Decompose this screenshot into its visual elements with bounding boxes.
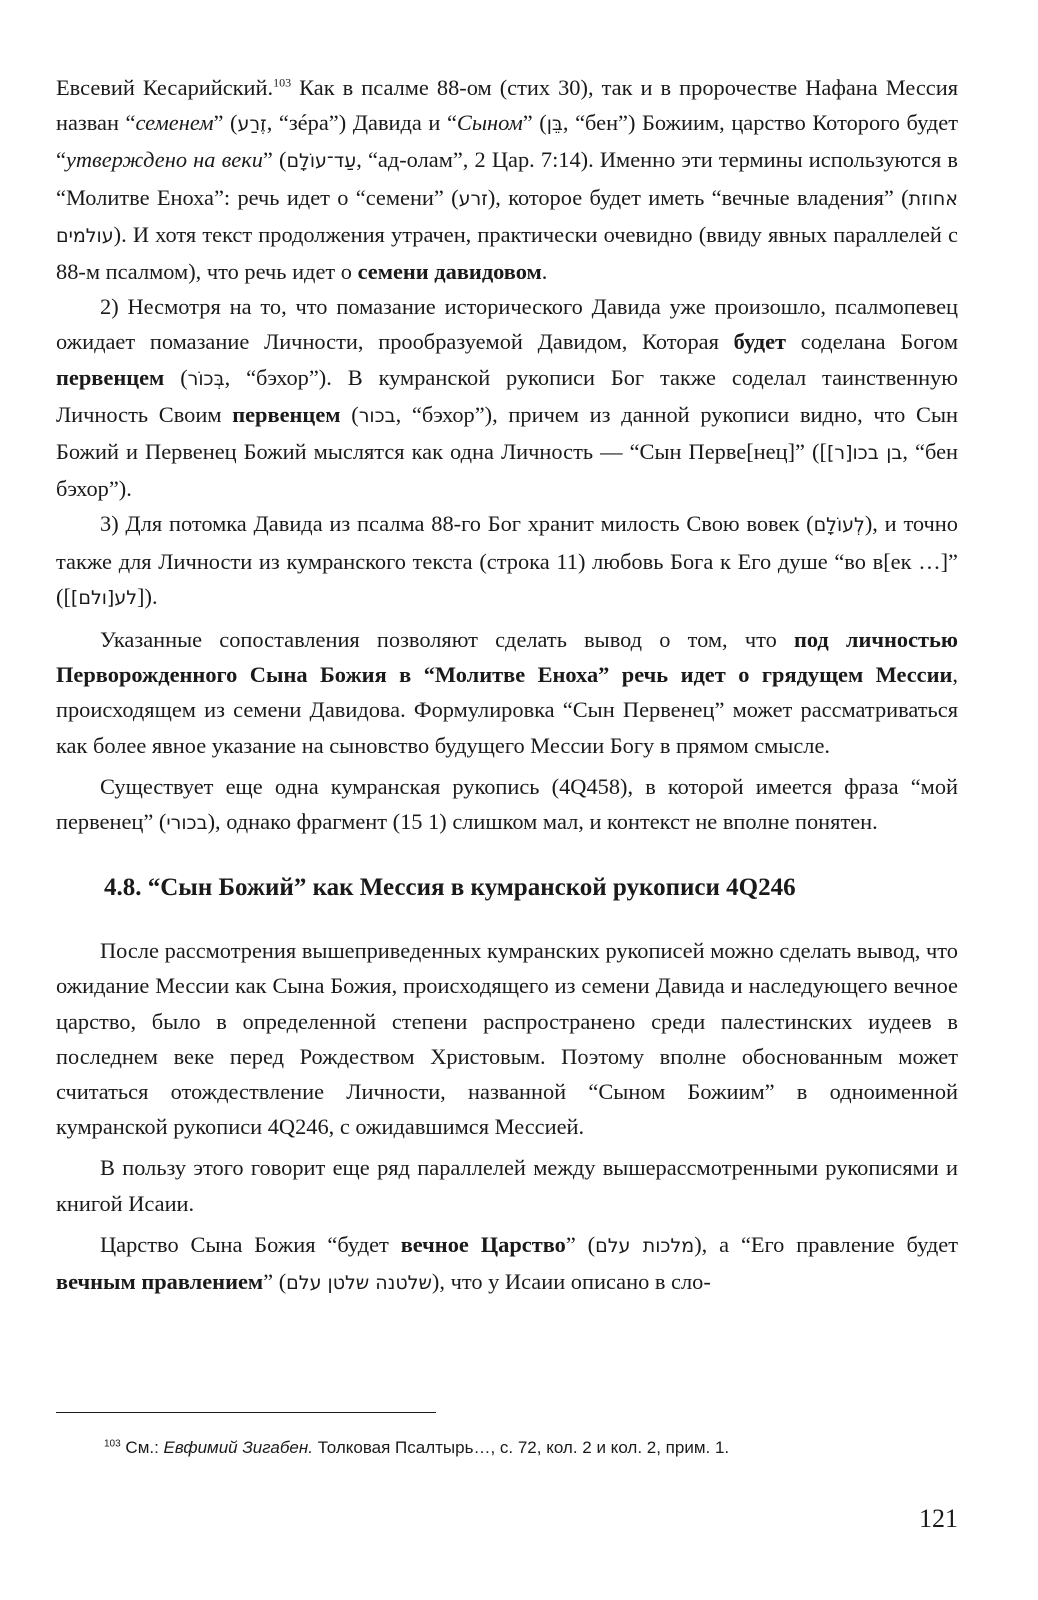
text: ( bbox=[340, 401, 359, 427]
text: ” ( bbox=[522, 110, 547, 136]
text: Указанные сопоставления позволяют сделать вывод о том, что bbox=[100, 627, 794, 653]
text: ). И хотя текст продолжения утрачен, практически очевидно (ввиду явных параллелей с 88-м псалмом), что речь идет о bbox=[56, 221, 958, 285]
paragraph-4 bbox=[56, 622, 958, 763]
hebrew-word: מלכות עלם bbox=[595, 1234, 695, 1257]
text: Существует еще одна кумранская рукопись (4Q458), в которой имеется фраза “мой первенец” ( bbox=[56, 773, 958, 835]
text: См.: bbox=[120, 1438, 164, 1457]
paragraph-7: В пользу этого говорит еще ряд параллелей между вышерассмотренными рукописями и книгой Исаии. bbox=[56, 1155, 958, 1216]
hebrew-word: שלטנה שלטן עלם bbox=[286, 1272, 432, 1295]
bold-term: под личностью Перворожденного Сына Божия в “Молитве Еноха” речь идет о грядущем Мессии bbox=[56, 627, 958, 688]
text: , “зéра”) Давида и “ bbox=[266, 110, 457, 136]
hebrew-word: לע[ולם] bbox=[70, 586, 138, 609]
text: Как в псалме 88-ом (стих 30), так и в пророчестве Нафана Мессия назван “ bbox=[56, 75, 958, 136]
text: , происходящем из семени Давидова. Формулировка “Сын Первенец” может рассматриваться как более явное указание на сыновство будущего Мессии Богу в прямом смысле. bbox=[56, 662, 958, 758]
bold-term: первенцем bbox=[56, 364, 165, 390]
footnote-number: 103 bbox=[104, 1438, 121, 1450]
text: ” ( bbox=[263, 1269, 287, 1295]
text: 3) Для потомка Давида из псалма 88-го Бог хранит милость Свою вовек ( bbox=[100, 511, 814, 537]
footnote-divider bbox=[56, 1412, 436, 1413]
hebrew-word: זֶרַע bbox=[237, 113, 267, 136]
bold-term: первенцем bbox=[232, 401, 341, 427]
paragraph-5 bbox=[56, 769, 958, 841]
text: Евсевий Кесарийский. bbox=[56, 75, 274, 100]
bold-term: будет bbox=[733, 329, 787, 355]
text: , “ад-олам”, 2 Цар. 7:14). Именно эти термины используются в “Молитве Еноха”: речь идет о “семени” ( bbox=[56, 147, 958, 210]
section-heading: 4.8. “Сын Божий” как Мессия в кумранской рукописи 4Q246 bbox=[104, 874, 796, 902]
italic-term: Сыном bbox=[456, 110, 523, 136]
text: ” ( bbox=[565, 1231, 596, 1257]
main-text bbox=[56, 70, 958, 1301]
bold-term: вечным правлением bbox=[56, 1269, 264, 1295]
text: , “бен”) Божиим, царство Которого будет “ bbox=[56, 110, 958, 173]
paragraph-8 bbox=[56, 1227, 958, 1301]
italic-term: семенем bbox=[135, 110, 214, 136]
text: , “бен бэхор”). bbox=[56, 439, 958, 502]
text: ]). bbox=[137, 583, 158, 609]
hebrew-word: אחוזת עולמים bbox=[56, 187, 958, 247]
text: соделана Богом bbox=[786, 329, 958, 355]
footnote bbox=[104, 1436, 984, 1460]
paragraph-2 bbox=[56, 289, 958, 506]
hebrew-word: בן בכו[ר] bbox=[826, 442, 903, 465]
paragraph-3 bbox=[56, 506, 958, 616]
text: ), а “Его правление будет bbox=[694, 1231, 958, 1257]
text: ), однако фрагмент (15 1) слишком мал, и контекст не вполне понятен. bbox=[207, 809, 878, 835]
text: ” ( bbox=[213, 110, 238, 136]
footnote-reference[interactable]: 103 bbox=[273, 75, 292, 90]
italic-term: утверждено на веки bbox=[65, 147, 263, 173]
author-name: Евфимий Зигабен. bbox=[163, 1438, 313, 1457]
hebrew-word: בכורי bbox=[166, 812, 208, 835]
text: 2) Несмотря на то, что помазание исторического Давида уже произошло, псалмопевец ожидает помазание Личности, прообразуемой Давидом, Которая bbox=[56, 294, 958, 355]
text: . bbox=[541, 259, 548, 285]
hebrew-word: לְעוֹלָם bbox=[813, 514, 865, 537]
hebrew-word: בכור bbox=[358, 404, 396, 427]
text: ( bbox=[164, 364, 188, 390]
hebrew-word: זרע bbox=[458, 187, 488, 210]
text: ), что у Исаии описано в сло- bbox=[431, 1269, 711, 1295]
hebrew-word: בֵּן bbox=[546, 113, 563, 136]
paragraph-1 bbox=[56, 70, 958, 289]
text: ), которое будет иметь “вечные владения” ( bbox=[487, 184, 909, 210]
text: Толковая Псалтырь…, с. 72, кол. 2 и кол. 2, прим. 1. bbox=[312, 1438, 730, 1457]
hebrew-word: בְּכוֹר bbox=[187, 367, 225, 390]
text: ” ( bbox=[262, 147, 287, 173]
page-number: 121 bbox=[919, 1504, 958, 1533]
text: , “бэхор”), причем из данной рукописи видно, что Сын Божий и Первенец Божий мыслятся как одна Личность — “Сын Перве[нец]” ([ bbox=[56, 401, 958, 465]
text: , “бэхор”). В кумранской рукописи Бог также соделал таинственную Личность Своим bbox=[56, 364, 958, 427]
bold-term: вечное Царство bbox=[400, 1231, 566, 1257]
bold-term: семени давидовом bbox=[357, 259, 542, 285]
paragraph-6: После рассмотрения вышеприведенных кумранских рукописей можно сделать вывод, что ожидание Мессии как Сына Божия, происходящего из семени Давида и наследующего вечное царство, было в определенной степени распространено среди палестинских иудеев в последнем веке перед Рождеством Христовым. Поэтому вполне обоснованным может считаться отождествление Личности, названной “Сыном Божиим” в одноименной кумранской рукописи 4Q246, с ожидавшимся Мессией. bbox=[56, 938, 958, 1140]
hebrew-word: עַד־עוֹלָם bbox=[286, 150, 357, 173]
text: ), и точно также для Личности из кумранского текста (строка 11) любовь Бога к Его душе “во в[ек …]” ([ bbox=[56, 511, 958, 609]
text: Царство Сына Божия “будет bbox=[100, 1231, 401, 1257]
